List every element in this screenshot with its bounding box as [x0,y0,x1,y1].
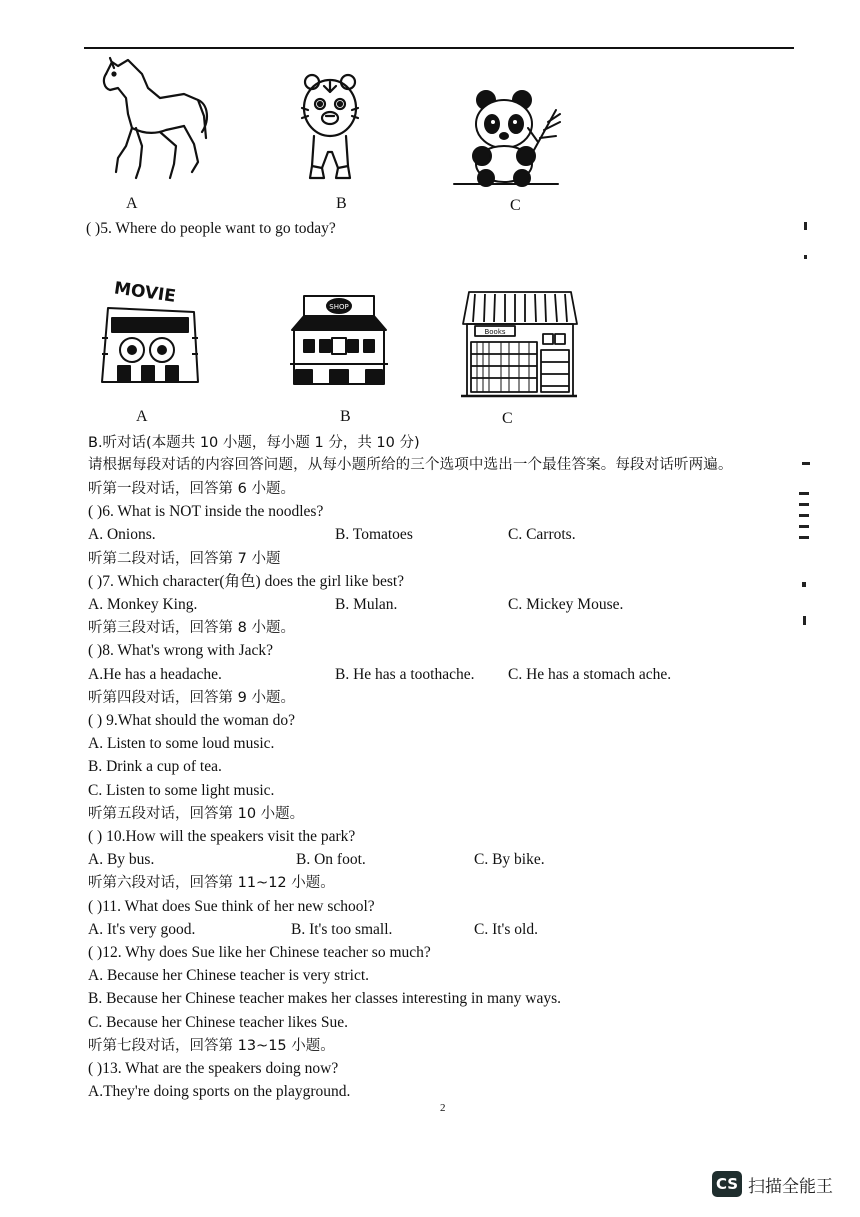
answer-option: B. Tomatoes [335,526,413,544]
edge-mark [799,536,809,539]
question-text: C. Listen to some light music. [88,781,275,799]
shop-picture [286,290,392,392]
question-text: A.They're doing sports on the playground. [88,1083,351,1101]
answer-option: A. Monkey King. [88,596,198,613]
question-text: C. Because her Chinese teacher likes Sue. [88,1013,348,1031]
q5-question: ( )5. Where do people want to go today? [86,220,336,237]
question-text: A. Because her Chinese teacher is very strict. [88,967,370,985]
section-heading: 听第四段对话，回答第 9 小题。 [88,689,295,706]
page-number: 2 [440,1102,446,1114]
answer-option: C. It's old. [474,920,538,938]
question-text: ( )8. What's wrong with Jack? [88,642,274,660]
q5-label-c: C [502,410,513,427]
answer-option: A. Onions. [88,526,156,544]
question-text: ( )6. What is NOT inside the noodles? [88,503,324,521]
question-text: ( )12. Why does Sue like her Chinese teacher so much? [88,944,431,961]
horse-picture [96,54,212,184]
section-heading: 听第五段对话，回答第 10 小题。 [88,805,305,822]
cinema-picture [98,278,202,390]
question-text: A. Listen to some loud music. [88,735,275,753]
question-text: B. Because her Chinese teacher makes her classes interesting in many ways. [88,990,562,1008]
movie-sign-text: MOVIE [112,278,177,307]
shop-sign-text: SHOP [329,303,349,311]
scanner-watermark [712,1171,833,1197]
question-text: ( )13. What are the speakers doing now? [88,1060,339,1077]
tiger-picture [300,70,360,185]
watermark-text: 扫描全能王 [748,1176,833,1197]
answer-option: A. It's very good. [88,920,196,938]
section-heading: 听第三段对话，回答第 8 小题。 [88,620,295,637]
answer-option: C. Carrots. [508,526,576,544]
question-text: B. Drink a cup of tea. [88,758,222,776]
top-rule [84,47,794,49]
section-heading: 听第六段对话，回答第 11~12 小题。 [88,875,335,892]
q4-label-c: C [510,197,521,214]
answer-option: B. On foot. [296,851,366,869]
q4-label-a: A [126,195,138,212]
q4-label-b: B [336,195,347,212]
section-b-title: B.听对话(本题共 10 小题，每小题 1 分，共 10 分) [88,435,420,451]
edge-mark [803,616,806,625]
edge-mark [799,525,809,528]
section-heading: 听第一段对话，回答第 6 小题。 [88,481,295,497]
section-b-instruction: 请根据每段对话的内容回答问题，从每小题所给的三个选项中选出一个最佳答案。每段对话听两遍。 [88,457,733,473]
section-heading: 听第七段对话，回答第 13~15 小题。 [88,1037,335,1054]
question-text: ( ) 9.What should the woman do? [88,712,296,729]
q5-label-a: A [136,408,148,425]
edge-mark [802,582,806,587]
bookstore-picture [459,290,579,400]
edge-mark [804,222,807,230]
answer-option: C. By bike. [474,851,545,869]
answer-option: C. He has a stomach ache. [508,665,672,683]
answer-option: B. Mulan. [335,596,398,613]
edge-mark [799,514,809,517]
camscanner-logo: CS [712,1171,742,1197]
panda-picture [452,86,562,188]
edge-mark [802,462,810,465]
edge-mark [799,503,809,506]
q5-label-b: B [340,408,351,425]
question-text: ( )7. Which character(角色) does the girl like best? [88,572,405,590]
section-heading: 听第二段对话，回答第 7 小题 [88,550,281,567]
answer-option: A. By bus. [88,851,155,869]
books-sign-text: Books [484,328,506,336]
answer-option: B. He has a toothache. [335,665,475,683]
edge-mark [804,255,807,259]
answer-option: C. Mickey Mouse. [508,596,624,613]
edge-mark [799,492,809,495]
answer-option: B. It's too small. [291,920,393,938]
answer-option: A.He has a headache. [88,665,222,683]
question-text: ( ) 10.How will the speakers visit the park? [88,828,356,845]
question-text: ( )11. What does Sue think of her new school? [88,897,375,915]
